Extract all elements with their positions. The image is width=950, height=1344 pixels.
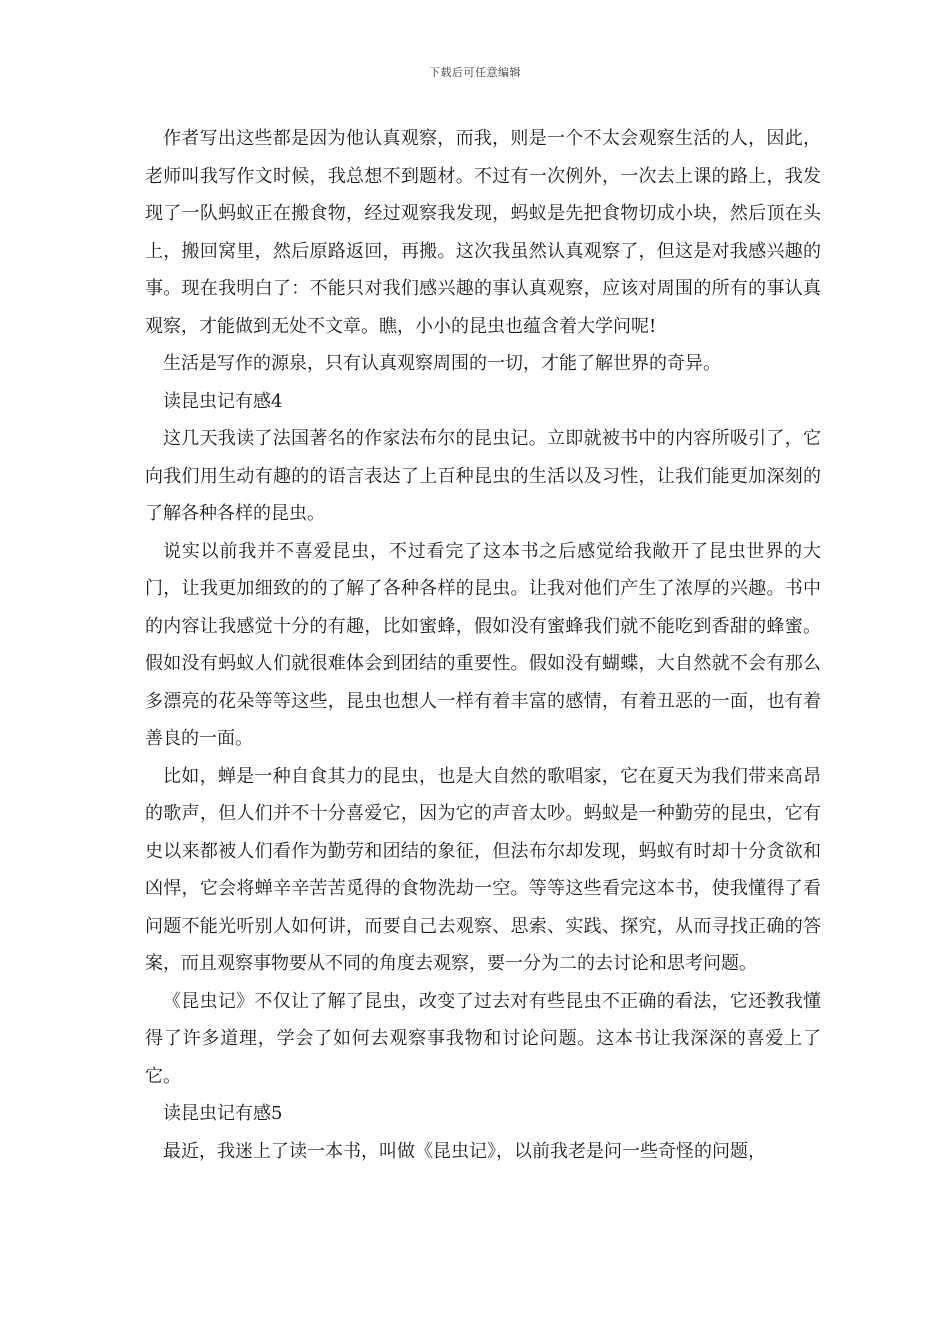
section-title-4: 读昆虫记有感4: [163, 390, 283, 412]
paragraph-recently: 最近，我迷上了读一本书，叫做《昆虫记》，以前我老是问一些奇怪的问题，: [163, 1140, 766, 1162]
document-body: [145, 120, 821, 1170]
paragraph-book-lessons: 《昆虫记》不仅让了解了昆虫，改变了过去对有些昆虫不正确的看法，它还教我懂得了许多道理，学会了如何去观察事我物和讨论问题。这本书让我深深的喜爱上了它。: [145, 990, 821, 1087]
paragraph-insect-world: 说实以前我并不喜爱昆虫，不过看完了这本书之后感觉给我敞开了昆虫世界的大门，让我更加细致的的了解了各种各样的昆虫。让我对他们产生了浓厚的兴趣。书中的内容让我感觉十分的有趣，比如蜜蜂，假如没有蜜蜂我们就不能吃到香甜的蜂蜜。假如没有蚂蚁人们就很难体会到团结的重要性。假如没有蝴蝶，大自然就不会有那么多漂亮的花朵等等这些，昆虫也想人一样有着丰富的感情，有着丑恶的一面，也有着善良的一面。: [145, 540, 821, 749]
paragraph-fabre-intro: 这几天我读了法国著名的作家法布尔的昆虫记。立即就被书中的内容所吸引了，它向我们用生动有趣的的语言表达了上百种昆虫的生活以及习性，让我们能更加深刻的了解各种各样的昆虫。: [145, 428, 821, 524]
paragraph-cicada-ant: 比如，蝉是一种自食其力的昆虫，也是大自然的歌唱家，它在夏天为我们带来高昂的歌声，但人们并不十分喜爱它，因为它的声音太吵。蚂蚁是一种勤劳的昆虫，它有史以来都被人们看作为勤劳和团结的象征，但法布尔却发现，蚂蚁有时却十分贪欲和凶悍，它会将蝉辛辛苦苦觅得的食物洗劫一空。等等这些看完这本书，使我懂得了看问题不能光听别人如何讲，而要自己去观察、思索、实践、探究，从而寻找正确的答案，而且观察事物要从不同的角度去观察，要一分为二的去讨论和思考问题。: [145, 765, 821, 974]
paragraph-life-source: 生活是写作的源泉，只有认真观察周围的一切，才能了解世界的奇异。: [163, 353, 721, 374]
section-title-5: 读昆虫记有感5: [163, 1103, 283, 1124]
page-header: 下载后可任意编辑: [429, 66, 521, 79]
paragraph-observation: 作者写出这些都是因为他认真观察，而我，则是一个不太会观察生活的人，因此，老师叫我写作文时候，我总想不到题材。不过有一次例外，一次去上课的路上，我发现了一队蚂蚁正在搬食物，经过观察我发现，蚂蚁是先把食物切成小块，然后顶在头上，搬回窝里，然后原路返回，再搬。这次我虽然认真观察了，但这是对我感兴趣的事。现在我明白了：不能只对我们感兴趣的事认真观察，应该对周围的所有的事认真观察，才能做到无处不文章。瞧，小小的昆虫也蕴含着大学问呢!: [145, 128, 821, 337]
